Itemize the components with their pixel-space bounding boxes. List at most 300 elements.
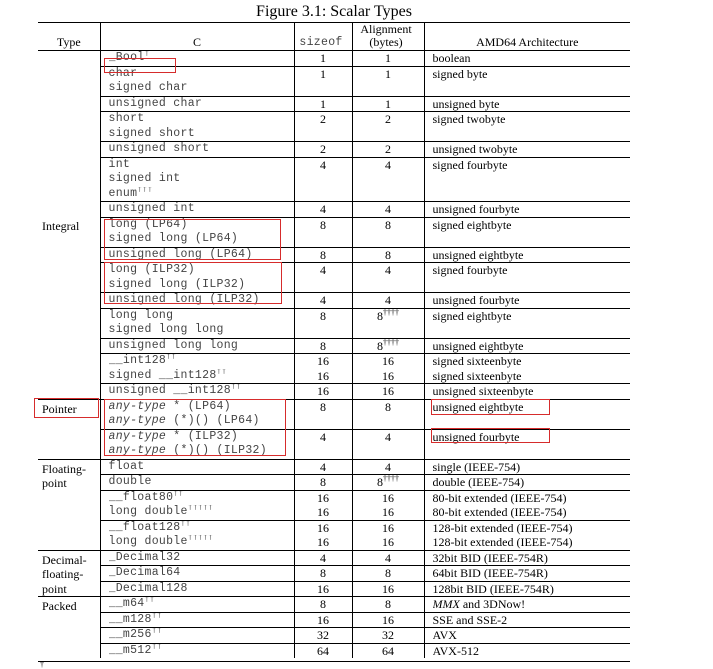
c-type-name: __float80	[108, 490, 174, 504]
footnote-dagger: ††	[151, 643, 162, 651]
sizeof-value: 8	[320, 597, 326, 611]
c-type-line	[109, 369, 294, 384]
architecture-cell	[424, 628, 630, 644]
architecture-value: 128-bit extended (IEEE-754)	[432, 535, 573, 549]
sizeof-cell	[294, 66, 352, 96]
sizeof-value: 1	[320, 51, 326, 65]
c-type-line	[109, 218, 294, 233]
footnote-dagger: ††††	[383, 338, 399, 347]
architecture-cell	[424, 157, 630, 202]
c-type-cell	[100, 354, 294, 369]
alignment-number: 4	[385, 293, 391, 307]
sizeof-cell	[294, 429, 352, 459]
sizeof-cell	[294, 338, 352, 354]
table-row	[38, 399, 630, 429]
type-cell	[38, 550, 100, 597]
architecture-value: AVX-512	[432, 643, 479, 658]
sizeof-value: 16	[317, 612, 329, 627]
c-type-cell	[100, 51, 294, 67]
alignment-value	[353, 400, 424, 415]
alignment-number: 1	[385, 96, 391, 111]
sizeof-cell	[294, 597, 352, 613]
alignment-value	[353, 112, 424, 127]
architecture-cell	[424, 293, 630, 309]
c-type-line	[109, 81, 294, 96]
alignment-cell	[352, 566, 424, 582]
sizeof-cell	[294, 263, 352, 293]
header-c: C	[100, 23, 294, 51]
type-label: Packed	[42, 599, 77, 613]
alignment-number: 2	[385, 112, 391, 126]
alignment-number: 4	[385, 459, 391, 474]
sizeof-value: 16	[317, 505, 329, 519]
architecture-cell	[424, 202, 630, 218]
table-row	[38, 520, 630, 550]
footnote-dagger: ††	[230, 384, 242, 392]
c-type-name: short	[108, 112, 145, 125]
alignment-number: 4	[385, 263, 391, 277]
alignment-cell	[352, 597, 424, 613]
architecture-value: signed eightbyte	[432, 308, 512, 323]
sizeof-value: 16	[317, 520, 329, 535]
footnote-dagger: †††††	[187, 535, 214, 543]
table-body	[38, 51, 630, 659]
sizeof-cell	[294, 157, 352, 202]
type-label: Decimal-floating-point	[42, 552, 87, 596]
architecture-value: unsigned eightbyte	[432, 338, 524, 353]
table-row	[38, 475, 630, 491]
alignment-cell	[352, 217, 424, 247]
sizeof-cell	[294, 247, 352, 263]
alignment-cell	[352, 202, 424, 218]
pointer-suffix: (*)() (LP64)	[166, 414, 260, 427]
sizeof-cell	[294, 51, 352, 67]
c-type-name: enum	[108, 186, 138, 200]
c-type-cell	[100, 490, 294, 520]
architecture-value: signed byte	[432, 66, 488, 81]
architecture-value: double (IEEE-754)	[432, 475, 525, 489]
c-type-name: unsigned long (LP64)	[108, 247, 253, 261]
c-type-cell	[100, 429, 294, 459]
footnote-dagger: ††	[216, 368, 227, 376]
c-type-cell	[100, 369, 294, 384]
alignment-number: 4	[385, 157, 391, 172]
c-type-line	[109, 535, 294, 550]
header-type: Type	[38, 23, 100, 51]
c-type-cell	[100, 202, 294, 218]
c-type-name: __m256	[108, 628, 152, 641]
alignment-value	[353, 491, 424, 506]
c-type-line	[109, 232, 294, 247]
scalar-types-table	[38, 22, 630, 658]
sizeof-cell	[294, 520, 352, 550]
c-type-cell	[100, 597, 294, 613]
c-type-name: unsigned int	[108, 202, 195, 215]
table-row	[38, 369, 630, 384]
alignment-cell	[352, 550, 424, 566]
sizeof-value: 4	[320, 550, 326, 565]
c-type-cell	[100, 550, 294, 566]
architecture-cell	[424, 612, 630, 628]
architecture-value: signed eightbyte	[432, 217, 512, 232]
type-cell	[38, 399, 100, 459]
c-type-cell	[100, 628, 294, 644]
table-row	[38, 308, 630, 338]
c-type-name: long (LP64)	[108, 217, 188, 231]
alignment-value	[353, 218, 424, 233]
sizeof-cell	[294, 475, 352, 491]
footnote-mark: †	[40, 660, 44, 669]
architecture-value: 80-bit extended (IEEE-754)	[432, 490, 567, 505]
architecture-value: 32bit BID (IEEE-754R)	[432, 550, 548, 565]
sizeof-cell	[294, 643, 352, 658]
c-type-name: __float128	[108, 520, 181, 534]
sizeof-cell	[294, 96, 352, 112]
figure	[38, 2, 630, 658]
table-row	[38, 490, 630, 520]
sizeof-cell	[294, 369, 352, 384]
c-type-name: unsigned long long	[108, 338, 239, 352]
alignment-number: 16	[382, 581, 394, 596]
architecture-value: 80-bit extended (IEEE-754)	[432, 505, 567, 519]
c-type-cell	[100, 338, 294, 354]
table-row	[38, 429, 630, 459]
architecture-cell	[424, 459, 630, 475]
architecture-value: unsigned sixteenbyte	[432, 384, 534, 398]
c-type-line	[109, 597, 294, 612]
pointer-suffix: * (ILP32)	[166, 429, 239, 443]
architecture-value: signed fourbyte	[432, 157, 508, 172]
c-type-line	[109, 505, 294, 520]
sizeof-value: 16	[317, 384, 329, 398]
sizeof-value: 64	[317, 643, 329, 658]
c-type-line	[109, 127, 294, 142]
alignment-cell	[352, 263, 424, 293]
table-row	[38, 157, 630, 202]
alignment-value	[353, 293, 424, 308]
c-type-name: long long	[108, 308, 174, 322]
sizeof-value: 8	[320, 217, 326, 232]
c-type-line	[109, 248, 294, 263]
alignment-number: 16	[382, 612, 394, 627]
architecture-value: 128bit BID (IEEE-754R)	[432, 581, 554, 596]
alignment-cell	[352, 628, 424, 644]
alignment-number: 2	[385, 142, 391, 156]
alignment-number: 1	[385, 51, 391, 65]
architecture-cell	[424, 247, 630, 263]
sizeof-value: 1	[320, 96, 326, 111]
type-label: Floating-point	[42, 461, 86, 490]
alignment-value	[353, 339, 424, 354]
c-type-name: __m64	[108, 597, 145, 610]
alignment-number: 4	[385, 550, 391, 565]
architecture-cell	[424, 369, 630, 384]
footnote-dagger: ††	[180, 520, 191, 528]
alignment-cell	[352, 66, 424, 96]
architecture-value: unsigned twobyte	[432, 142, 518, 156]
architecture-cell	[424, 354, 630, 369]
c-type-cell	[100, 293, 294, 309]
alignment-value	[353, 582, 424, 597]
c-type-line	[109, 51, 294, 66]
alignment-cell	[352, 490, 424, 520]
sizeof-cell	[294, 112, 352, 142]
table-row	[38, 202, 630, 218]
c-type-name: double	[108, 475, 152, 488]
sizeof-value: 4	[320, 157, 326, 172]
c-type-cell	[100, 66, 294, 96]
sizeof-cell	[294, 142, 352, 158]
table-row	[38, 581, 630, 597]
alignment-value	[353, 597, 424, 612]
c-type-name: long double	[108, 505, 188, 518]
c-type-name: _Decimal128	[108, 581, 188, 595]
any-type-label: any-type	[108, 414, 167, 427]
sizeof-value: 16	[317, 490, 329, 505]
architecture-value: unsigned fourbyte	[432, 293, 520, 307]
type-cell	[38, 597, 100, 659]
sizeof-value: 16	[317, 581, 329, 596]
c-type-cell	[100, 399, 294, 429]
architecture-cell	[424, 217, 630, 247]
alignment-value	[353, 142, 424, 157]
alignment-number: 16	[382, 368, 394, 383]
alignment-number: 8	[377, 308, 383, 323]
alignment-cell	[352, 643, 424, 658]
sizeof-cell	[294, 354, 352, 369]
c-type-name: signed long long	[108, 323, 224, 336]
c-type-line	[109, 521, 294, 536]
table-row	[38, 51, 630, 67]
c-type-name: signed short	[108, 126, 195, 140]
architecture-italic: MMX	[432, 597, 460, 611]
sizeof-value: 4	[320, 429, 326, 444]
c-type-line	[109, 582, 294, 597]
c-type-cell	[100, 157, 294, 202]
c-type-cell	[100, 247, 294, 263]
architecture-cell	[424, 581, 630, 597]
c-type-name: signed long (ILP32)	[108, 277, 246, 291]
c-type-name: signed long (LP64)	[108, 232, 239, 245]
architecture-value: signed twobyte	[432, 112, 506, 126]
alignment-cell	[352, 247, 424, 263]
sizeof-value: 16	[317, 535, 329, 549]
c-type-cell	[100, 643, 294, 658]
c-type-line	[109, 644, 294, 659]
any-type-label: any-type	[108, 429, 167, 443]
alignment-value	[353, 384, 424, 399]
c-type-cell	[100, 566, 294, 582]
c-type-line	[109, 97, 294, 112]
type-cell	[38, 459, 100, 550]
footnote-dagger: ††	[166, 354, 177, 362]
table-row	[38, 112, 630, 142]
sizeof-value: 1	[320, 66, 326, 81]
table-row	[38, 247, 630, 263]
sizeof-value: 4	[320, 263, 326, 277]
sizeof-cell	[294, 459, 352, 475]
c-type-line	[109, 566, 294, 581]
c-type-line	[109, 551, 294, 566]
architecture-cell	[424, 597, 630, 613]
alignment-value	[353, 67, 424, 82]
architecture-value: boolean	[432, 51, 471, 65]
header-alignment: Alignment (bytes)	[352, 23, 424, 51]
type-label: Pointer	[42, 401, 77, 416]
pointer-suffix: * (LP64)	[166, 399, 231, 413]
sizeof-value: 4	[320, 202, 326, 216]
alignment-value	[353, 158, 424, 173]
sizeof-cell	[294, 217, 352, 247]
c-type-line	[109, 172, 294, 187]
c-type-name: _Decimal64	[108, 566, 181, 579]
table-row	[38, 550, 630, 566]
c-type-line	[109, 475, 294, 490]
alignment-cell	[352, 157, 424, 202]
architecture-cell	[424, 66, 630, 96]
figure-title: Figure 3.1: Scalar Types	[256, 3, 412, 20]
architecture-cell	[424, 399, 630, 429]
c-type-name: int	[108, 157, 131, 171]
sizeof-value: 2	[320, 142, 326, 156]
alignment-value	[353, 475, 424, 490]
c-type-name: long double	[108, 535, 188, 548]
c-type-name: signed char	[108, 81, 188, 94]
table-row	[38, 628, 630, 644]
c-type-cell	[100, 217, 294, 247]
sizeof-value: 8	[320, 247, 326, 262]
sizeof-value: 32	[317, 628, 329, 642]
sizeof-value: 2	[320, 112, 326, 126]
footnote-dagger: †††	[137, 186, 153, 194]
alignment-cell	[352, 369, 424, 384]
architecture-cell	[424, 384, 630, 400]
alignment-number: 32	[382, 628, 394, 642]
alignment-value	[353, 97, 424, 112]
c-type-cell	[100, 142, 294, 158]
alignment-value	[353, 628, 424, 643]
alignment-value	[353, 521, 424, 536]
c-type-line	[109, 414, 294, 429]
c-type-line	[109, 460, 294, 475]
c-type-line	[109, 613, 294, 628]
c-type-name: unsigned __int128	[108, 384, 231, 397]
footnote-dagger: †††††	[187, 505, 214, 513]
c-type-name: unsigned char	[108, 96, 203, 110]
architecture-value: 128-bit extended (IEEE-754)	[432, 520, 573, 535]
architecture-value: signed fourbyte	[432, 263, 508, 277]
alignment-value	[353, 551, 424, 566]
table-row	[38, 612, 630, 628]
alignment-number: 16	[382, 520, 394, 535]
sizeof-cell	[294, 490, 352, 520]
c-type-name: char	[108, 66, 138, 80]
sizeof-value: 4	[320, 293, 326, 307]
alignment-cell	[352, 112, 424, 142]
c-type-line	[109, 187, 294, 202]
architecture-cell	[424, 112, 630, 142]
footnote-dagger: ††	[144, 597, 155, 605]
alignment-number: 4	[385, 202, 391, 216]
architecture-cell	[424, 338, 630, 354]
architecture-cell	[424, 475, 630, 491]
table-row	[38, 597, 630, 613]
header-sizeof: sizeof	[294, 23, 352, 51]
c-type-line	[109, 400, 294, 415]
c-type-cell	[100, 459, 294, 475]
bottom-rule	[38, 661, 630, 662]
table-row	[38, 142, 630, 158]
sizeof-cell	[294, 581, 352, 597]
c-type-line	[109, 628, 294, 643]
architecture-value	[433, 597, 631, 612]
architecture-cell	[424, 520, 630, 550]
architecture-value: unsigned byte	[432, 96, 500, 111]
alignment-cell	[352, 399, 424, 429]
architecture-cell	[424, 643, 630, 658]
architecture-cell	[424, 263, 630, 293]
table-row	[38, 96, 630, 112]
alignment-value	[353, 644, 424, 659]
table-row	[38, 566, 630, 582]
c-type-line	[109, 339, 294, 354]
c-type-cell	[100, 263, 294, 293]
c-type-line	[109, 309, 294, 324]
sizeof-value: 8	[320, 338, 326, 353]
alignment-value	[353, 354, 424, 369]
sizeof-cell	[294, 308, 352, 338]
type-cell	[38, 51, 100, 400]
table-row	[38, 217, 630, 247]
alignment-number: 4	[385, 429, 391, 444]
c-type-line	[109, 142, 294, 157]
sizeof-value: 4	[320, 459, 326, 474]
c-type-line	[109, 158, 294, 173]
alignment-value	[353, 369, 424, 384]
alignment-value	[353, 460, 424, 475]
architecture-cell	[424, 308, 630, 338]
architecture-cell	[424, 490, 630, 520]
c-type-line	[109, 112, 294, 127]
alignment-value	[353, 309, 424, 324]
sizeof-value: 8	[320, 566, 326, 580]
alignment-cell	[352, 293, 424, 309]
any-type-label: any-type	[108, 399, 167, 413]
c-type-name: unsigned long (ILP32)	[108, 293, 260, 306]
sizeof-cell	[294, 628, 352, 644]
alignment-number: 8	[385, 217, 391, 232]
c-type-name: signed __int128	[108, 368, 217, 382]
sizeof-cell	[294, 566, 352, 582]
alignment-cell	[352, 384, 424, 400]
c-type-name: __m128	[108, 612, 152, 626]
alignment-cell	[352, 142, 424, 158]
alignment-value: 16	[382, 535, 394, 549]
c-type-cell	[100, 96, 294, 112]
c-type-line	[109, 293, 294, 308]
alignment-cell	[352, 51, 424, 67]
footnote-dagger: ††	[151, 628, 162, 636]
sizeof-value: 8	[320, 399, 326, 414]
c-type-name: signed int	[108, 172, 181, 185]
architecture-cell	[424, 142, 630, 158]
c-type-cell	[100, 384, 294, 400]
table-row	[38, 263, 630, 293]
alignment-value	[353, 202, 424, 217]
alignment-value	[353, 248, 424, 263]
footnote-dagger: ††††	[383, 475, 399, 483]
c-type-line	[109, 491, 294, 506]
